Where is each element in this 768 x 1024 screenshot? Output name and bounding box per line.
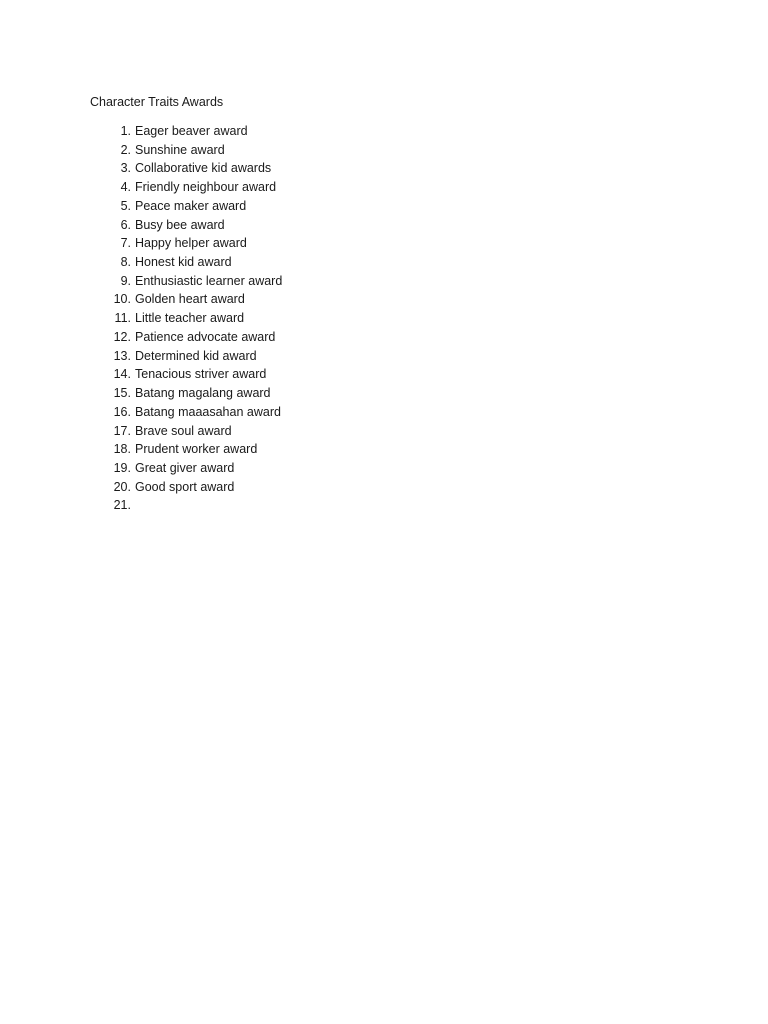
- list-item-number: 4.: [120, 180, 131, 195]
- list-item-number: 8.: [120, 255, 131, 270]
- list-item-text: Happy helper award: [135, 236, 247, 251]
- list-item-number: 6.: [120, 217, 131, 232]
- list-item-text: Busy bee award: [135, 217, 225, 232]
- document-title: Character Traits Awards: [90, 95, 224, 109]
- list-item-number: 12.: [113, 329, 131, 344]
- list-item-text: Batang maaasahan award: [135, 404, 281, 419]
- list-item-number: 11.: [114, 311, 131, 326]
- list-item-number: 19.: [113, 460, 131, 475]
- list-item-text: Honest kid award: [135, 255, 232, 270]
- list-item-number: 7.: [120, 236, 131, 251]
- list-item-number: 1.: [120, 124, 131, 138]
- list-item-number: 2.: [120, 142, 131, 157]
- list-item-number: 16.: [113, 404, 131, 419]
- list-item-number: 5.: [120, 198, 131, 213]
- list-item-number: 10.: [113, 292, 131, 307]
- list-item-text: Collaborative kid awards: [135, 161, 272, 176]
- list-item-text: Enthusiastic learner award: [135, 273, 283, 288]
- list-item-text: Patience advocate award: [135, 329, 276, 344]
- list-item-number: 3.: [120, 161, 131, 176]
- list-item-text: Golden heart award: [135, 292, 245, 307]
- list-item-number: 17.: [113, 423, 131, 438]
- list-item-text: Friendly neighbour award: [135, 180, 277, 195]
- list-item-text: Brave soul award: [135, 423, 232, 438]
- list-item-text: Eager beaver award: [135, 124, 248, 138]
- list-item-number: 21.: [113, 498, 131, 513]
- list-item-text: Good sport award: [135, 479, 235, 494]
- list-item-number: 15.: [113, 386, 131, 401]
- list-item-number: 14.: [113, 367, 131, 382]
- list-item-number: 13.: [113, 348, 131, 363]
- list-item-text: Prudent worker award: [135, 442, 258, 457]
- list-item-text: Determined kid award: [135, 348, 257, 363]
- list-item-text: Tenacious striver award: [135, 367, 267, 382]
- list-item-number: 20.: [113, 479, 131, 494]
- list-item-number: 18.: [113, 442, 131, 457]
- list-item-text: Sunshine award: [135, 142, 225, 157]
- list-item-text: Peace maker award: [135, 198, 247, 213]
- list-item-text: Little teacher award: [135, 311, 245, 326]
- list-item-text: Batang magalang award: [135, 386, 271, 401]
- list-item-text: Great giver award: [135, 460, 235, 475]
- list-item-number: 9.: [120, 273, 131, 288]
